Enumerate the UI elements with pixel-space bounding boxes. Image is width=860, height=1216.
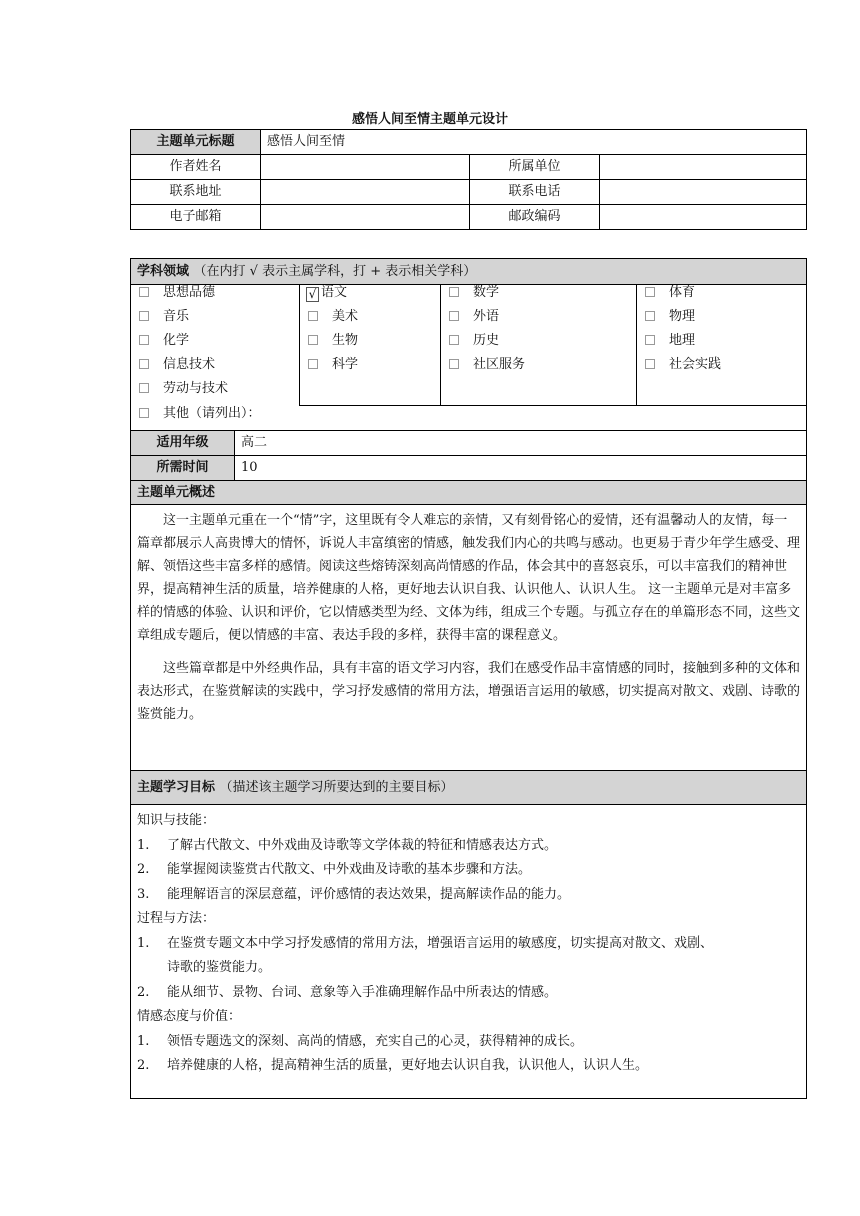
checkbox-icon[interactable]	[645, 359, 655, 369]
postcode-label: 邮政编码	[470, 205, 600, 230]
subject-option[interactable]: 外语	[441, 309, 636, 333]
goals-item: 2. 能从细节、景物、台词、意象等入手准确理解作品中所表达的情感。	[137, 984, 558, 1000]
subject-option[interactable]: 物理	[637, 309, 806, 333]
goals-item-continuation: 诗歌的鉴赏能力。	[167, 960, 272, 975]
checkbox-icon[interactable]	[139, 359, 149, 369]
subject-column-4	[637, 285, 807, 406]
checkbox-icon[interactable]	[308, 311, 318, 321]
design-table	[130, 258, 807, 1099]
goals-body	[131, 805, 807, 1099]
subject-option-chinese[interactable]: √ 语文	[300, 285, 440, 309]
checkbox-icon[interactable]	[645, 287, 655, 297]
subject-option[interactable]: 地理	[637, 333, 806, 357]
org-label: 所属单位	[470, 155, 600, 180]
checked-checkbox-icon[interactable]: √	[306, 287, 319, 302]
time-label: 所需时间	[131, 456, 235, 481]
phone-label: 联系电话	[470, 180, 600, 205]
address-value[interactable]	[261, 180, 470, 205]
phone-value[interactable]	[600, 180, 807, 205]
subject-option[interactable]: 信息技术	[131, 357, 299, 381]
address-label: 联系地址	[131, 180, 261, 205]
subject-option[interactable]: 化学	[131, 333, 299, 357]
checkbox-icon[interactable]	[449, 335, 459, 345]
checkbox-icon[interactable]	[308, 359, 318, 369]
overview-paragraph-2: 这些篇章都是中外经典作品，具有丰富的语文学习内容，我们在感受作品丰富情感的同时，接触到多种的文体和表达形式，在鉴赏解读的实践中，学习抒发感情的常用方法，增强语言运用的敏感，切实提高对散文、戏剧、诗歌的鉴赏能力。	[137, 661, 801, 722]
checkbox-icon[interactable]	[449, 287, 459, 297]
subject-option[interactable]: 数学	[441, 285, 636, 309]
unit-title-value[interactable]: 感悟人间至情	[261, 130, 807, 155]
overview-body	[131, 505, 807, 771]
goals-header-title: 主题学习目标	[137, 779, 216, 795]
email-label: 电子邮箱	[131, 205, 261, 230]
goals-section-title: 知识与技能：	[137, 813, 216, 828]
grade-label: 适用年级	[131, 431, 235, 456]
subject-header	[131, 259, 807, 285]
subject-option[interactable]: 社区服务	[441, 357, 636, 381]
checkbox-icon[interactable]	[449, 311, 459, 321]
checkbox-icon[interactable]	[139, 408, 149, 418]
grade-value[interactable]: 高二	[235, 431, 807, 456]
subject-option[interactable]: 音乐	[131, 309, 299, 333]
email-value[interactable]	[261, 205, 470, 230]
postcode-value[interactable]	[600, 205, 807, 230]
goals-item: 3. 能理解语言的深层意蕴，评价感情的表达效果，提高解读作品的能力。	[137, 886, 571, 902]
subject-option[interactable]: 历史	[441, 333, 636, 357]
subject-option[interactable]: 科学	[300, 357, 440, 381]
checkbox-icon[interactable]	[645, 335, 655, 345]
checkbox-icon[interactable]	[449, 359, 459, 369]
subject-column-1	[131, 285, 300, 406]
unit-title-label: 主题单元标题	[131, 130, 261, 155]
unit-info-table	[130, 129, 807, 230]
goals-item: 1. 领悟专题选文的深刻、高尚的情感，充实自己的心灵，获得精神的成长。	[137, 1033, 584, 1049]
subject-header-title: 学科领域	[137, 263, 190, 279]
org-value[interactable]	[600, 155, 807, 180]
goals-header-note: （描述该主题学习所要达到的主要目标）	[219, 779, 454, 795]
goals-section-title: 情感态度与价值：	[137, 1009, 242, 1024]
overview-paragraph-1: 这一主题单元重在一个“情”字，这里既有令人难忘的亲情，又有刻骨铭心的爱情，还有温馨动人的友情，每一篇章都展示人高贵博大的情怀，诉说人丰富缜密的情感，触发我们内心的共鸣与感动。也更易于青少年学生感受、理解、领悟这些丰富多样的感情。阅读这些熔铸深刻高尚情感的作品，体会其中的喜怒哀乐，可以丰富我们的精神世界，提高精神生活的质量，培养健康的人格，更好地去认识自我、认识他人、认识人生。 这一主题单元是对丰富多样的情感的体验、认识和评价，它以情感类型为经、文体为纬，组成三个专题。与孤立存在的单篇形态不同，这些文章组成专题后，便以情感的丰富、表达手段的多样，获得丰富的课程意义。	[137, 513, 801, 643]
time-value[interactable]: 10	[235, 456, 807, 481]
subject-option[interactable]: 劳动与技术	[131, 381, 299, 405]
checkbox-icon[interactable]	[139, 383, 149, 393]
subject-option[interactable]: 社会实践	[637, 357, 806, 381]
checkbox-icon[interactable]	[139, 335, 149, 345]
subject-option[interactable]: 生物	[300, 333, 440, 357]
checkbox-icon[interactable]	[139, 287, 149, 297]
subject-column-2	[300, 285, 441, 406]
subject-option[interactable]: 美术	[300, 309, 440, 333]
goals-item: 2. 能掌握阅读鉴赏古代散文、中外戏曲及诗歌的基本步骤和方法。	[137, 862, 532, 877]
subject-column-3	[441, 285, 637, 406]
subject-option[interactable]: 体育	[637, 285, 806, 309]
checkbox-icon[interactable]	[139, 311, 149, 321]
subject-option[interactable]: 思想品德	[131, 285, 299, 309]
goals-item: 2. 培养健康的人格，提高精神生活的质量，更好地去认识自我，认识他人，认识人生。	[137, 1058, 649, 1073]
subject-other-row	[131, 406, 807, 431]
checkbox-icon[interactable]	[308, 335, 318, 345]
goals-section-title: 过程与方法：	[137, 911, 216, 926]
checkbox-icon[interactable]	[645, 311, 655, 321]
overview-header: 主题单元概述	[131, 481, 807, 505]
goals-item: 1. 在鉴赏专题文本中学习抒发感情的常用方法，增强语言运用的敏感度，切实提高对散文、戏剧、	[137, 935, 714, 951]
subject-header-note: （在内打 √ 表示主属学科，打 + 表示相关学科）	[193, 263, 477, 279]
document-title: 感悟人间至情主题单元设计	[351, 112, 508, 127]
author-label: 作者姓名	[131, 155, 261, 180]
subject-option-other[interactable]: 其他（请列出）：	[131, 406, 806, 430]
author-value[interactable]	[261, 155, 470, 180]
goals-item: 1. 了解古代散文、中外戏曲及诗歌等文学体裁的特征和情感表达方式。	[137, 837, 558, 853]
goals-header	[131, 771, 807, 805]
